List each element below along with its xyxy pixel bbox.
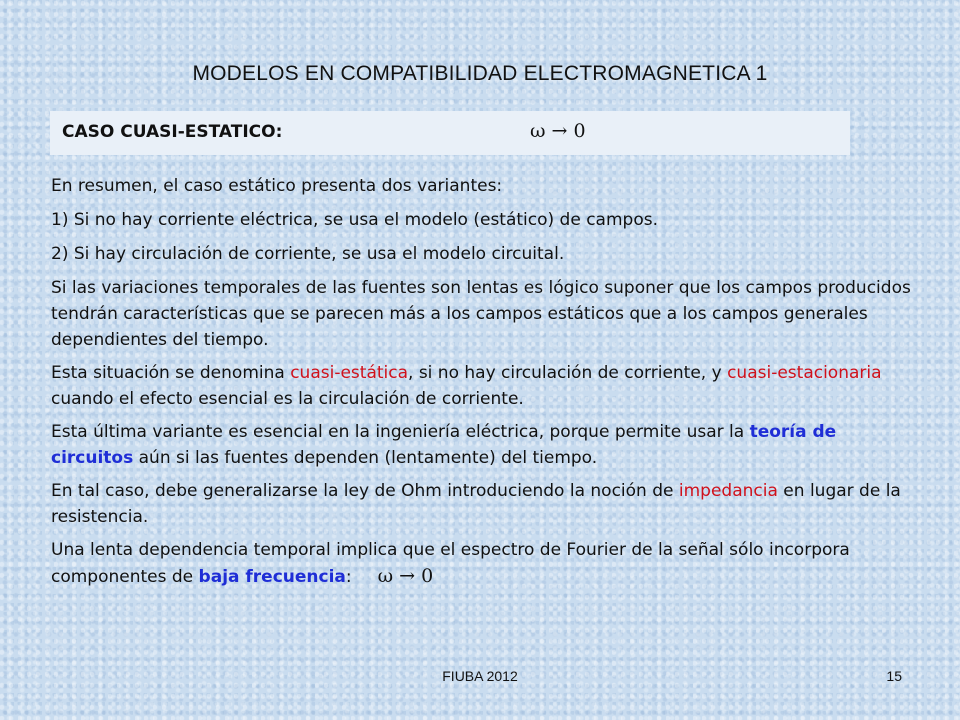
text-segment: cuando el efecto esencial es la circulación de corriente.	[51, 389, 524, 409]
text-segment: Esta última variante es esencial en la ingeniería eléctrica, porque permite usar la	[51, 422, 750, 442]
text-segment: en lugar de la resistencia.	[51, 481, 901, 527]
paragraph-slow-variations: Si las variaciones temporales de las fuentes son lentas es lógico suponer que los campos producidos tendrán características que se parecen más a los campos estáticos que a los campos generales dependientes del tiempo.	[51, 278, 911, 350]
paragraph-quasi-static	[51, 360, 911, 412]
paragraph-variant-1: 1) Si no hay corriente eléctrica, se usa el modelo (estático) de campos.	[51, 210, 658, 230]
term-impedancia: impedancia	[678, 481, 778, 501]
paragraph-summary: En resumen, el caso estático presenta dos variantes:	[51, 176, 503, 196]
page-number: 15	[886, 668, 902, 684]
inline-formula: ω → 0	[377, 565, 434, 587]
slide-title: MODELOS EN COMPATIBILIDAD ELECTROMAGNETICA 1	[192, 62, 768, 85]
text-segment: Esta situación se denomina	[51, 363, 291, 383]
term-cuasi-estacionaria: cuasi-estacionaria	[727, 363, 882, 383]
footer-label: FIUBA 2012	[442, 668, 518, 684]
text-segment: :	[345, 567, 352, 587]
paragraph-impedance	[51, 478, 911, 530]
paragraph-circuit-theory	[51, 419, 911, 471]
case-label: CASO CUASI-ESTATICO:	[62, 122, 283, 142]
term-baja-frecuencia: baja frecuencia	[198, 567, 346, 587]
paragraph-fourier	[51, 537, 911, 590]
case-formula: ω → 0	[530, 120, 586, 142]
case-box	[50, 111, 850, 155]
text-segment: Una lenta dependencia temporal implica que el espectro de Fourier de la señal sólo incorpora componentes de	[51, 540, 850, 587]
text-segment: En tal caso, debe generalizarse la ley de Ohm introduciendo la noción de	[51, 481, 679, 501]
term-cuasi-estatica: cuasi-estática	[290, 363, 409, 383]
paragraph-variant-2: 2) Si hay circulación de corriente, se usa el modelo circuital.	[51, 244, 565, 264]
term-teoria-de-circuitos: teoría de circuitos	[51, 422, 837, 468]
text-segment: , si no hay circulación de corriente, y	[408, 363, 728, 383]
slide-body	[51, 173, 911, 597]
text-segment: aún si las fuentes dependen (lentamente) del tiempo.	[133, 448, 598, 468]
